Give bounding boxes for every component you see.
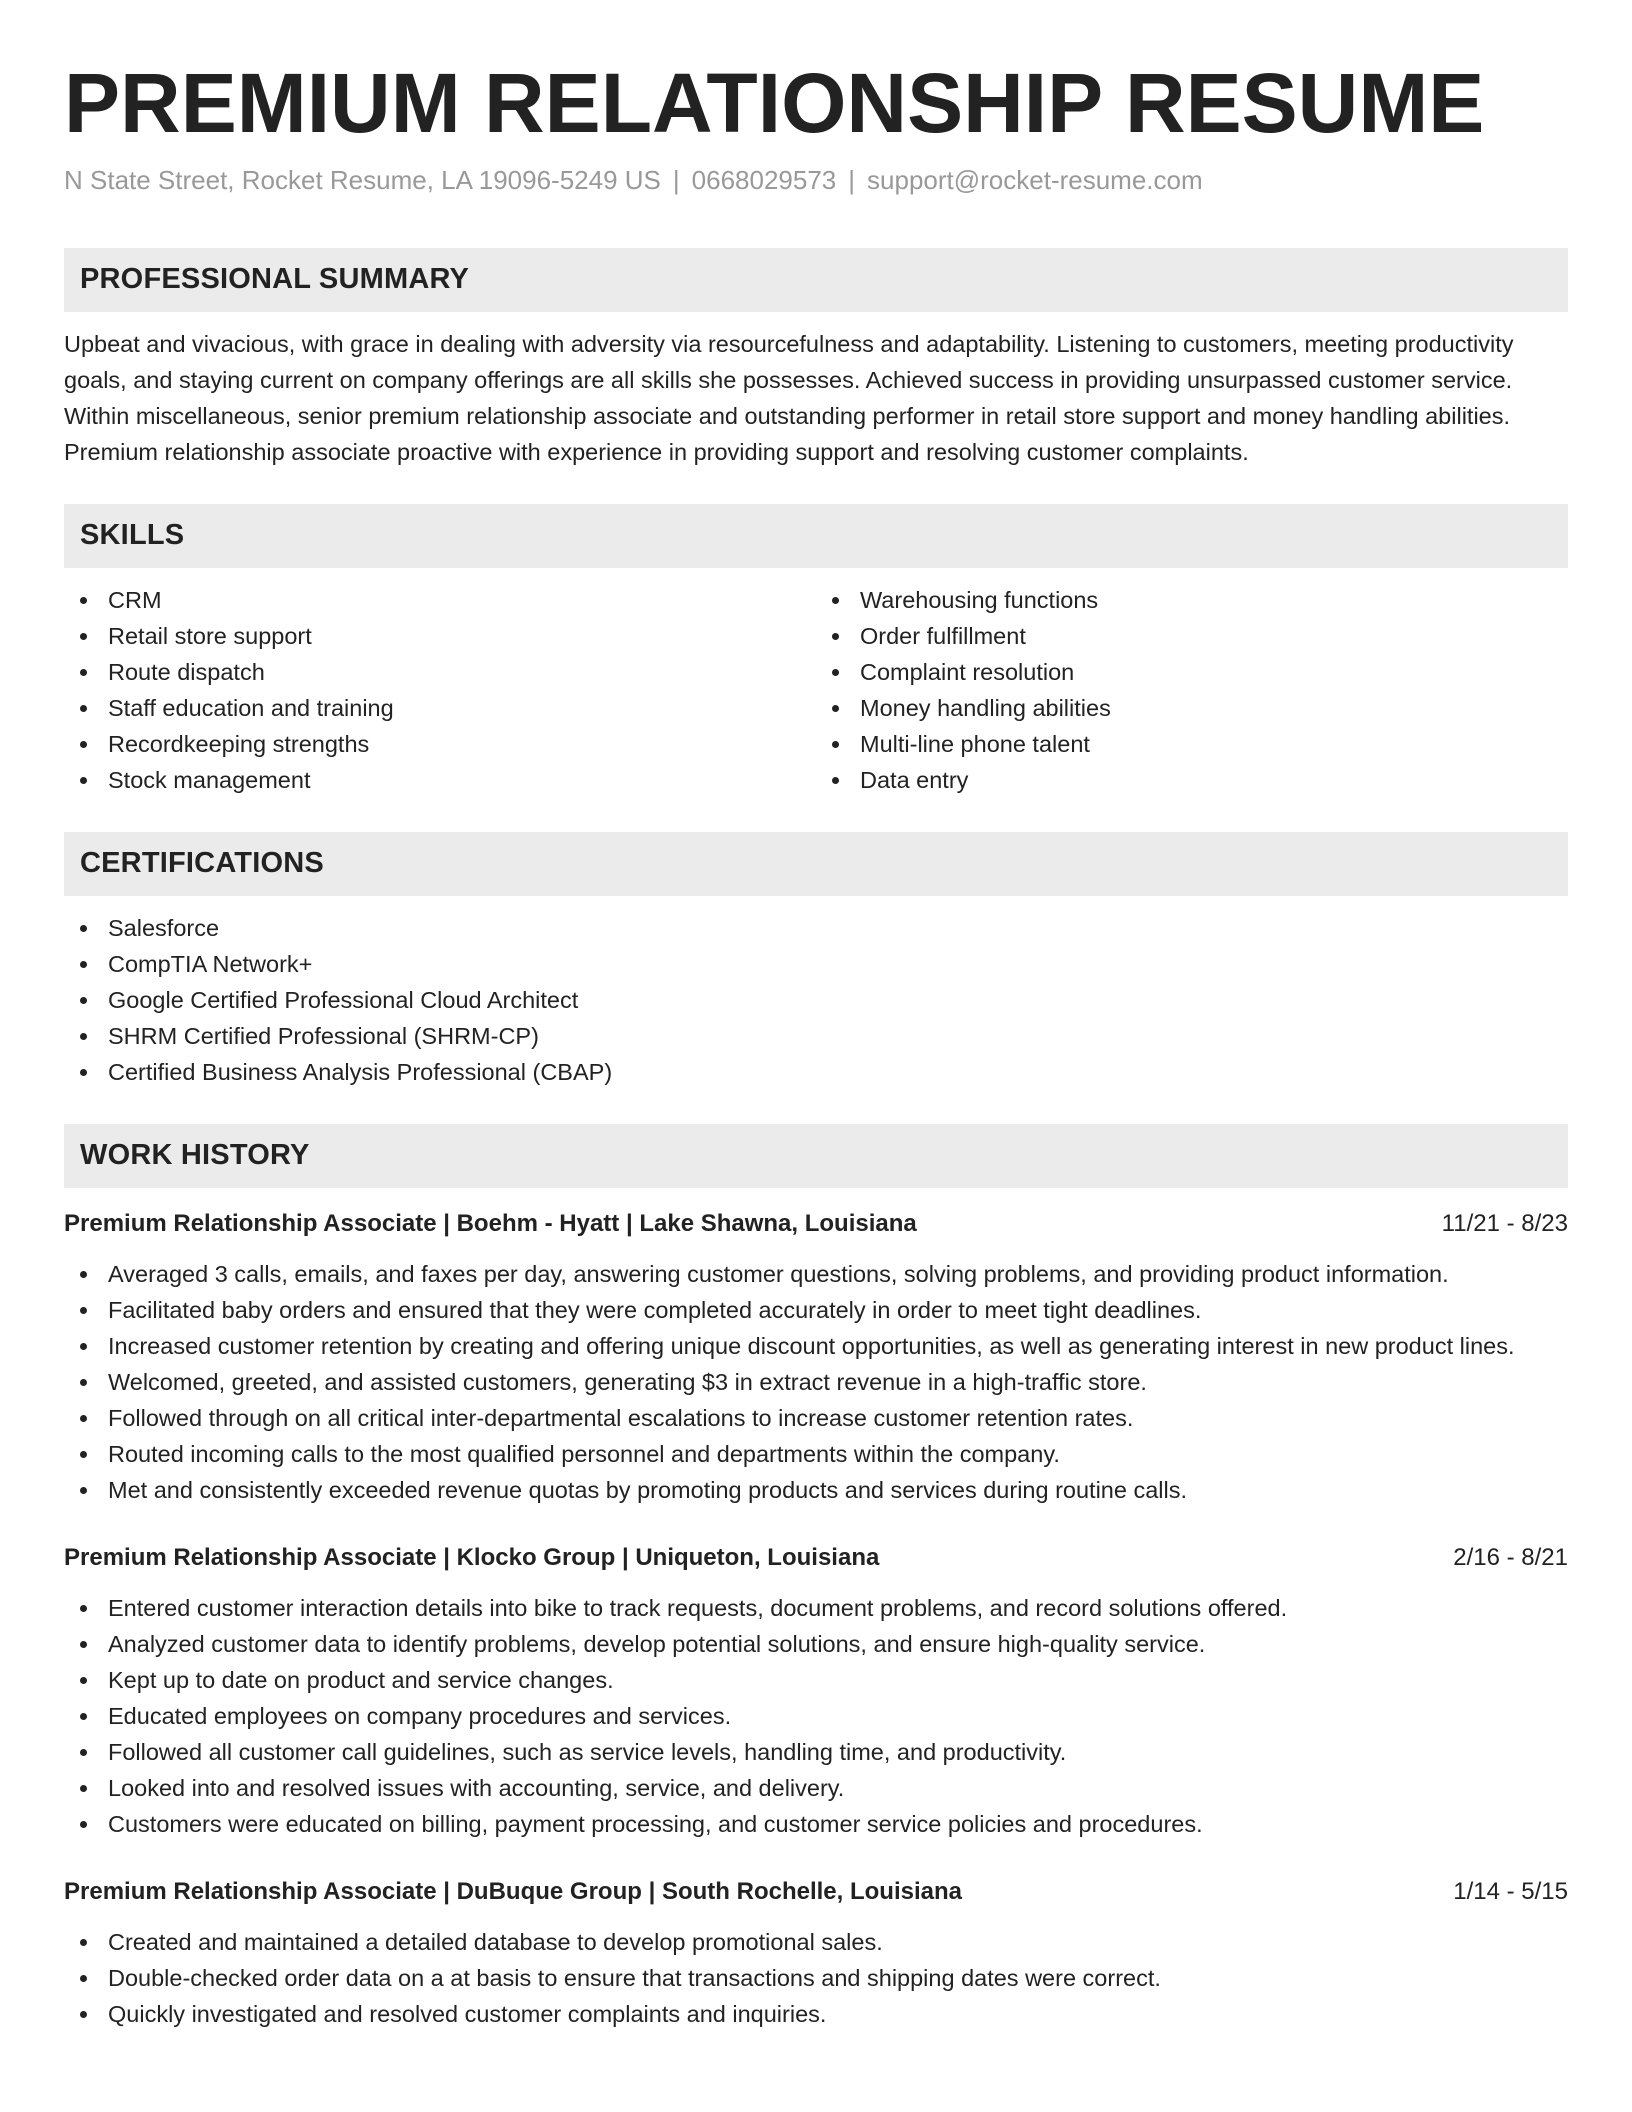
certification-item: SHRM Certified Professional (SHRM-CP): [64, 1018, 1568, 1054]
job-dates: 11/21 - 8/23: [1441, 1209, 1568, 1237]
job-bullet: Entered customer interaction details into bike to track requests, document problems, and record solutions offered.: [64, 1590, 1568, 1626]
contact-line: [64, 164, 1568, 198]
job-bullet: Created and maintained a detailed database to develop promotional sales.: [64, 1924, 1568, 1960]
skill-item: Warehousing functions: [816, 582, 1568, 618]
certification-item: Certified Business Analysis Professional (CBAP): [64, 1054, 1568, 1090]
skill-item: Retail store support: [64, 618, 816, 654]
contact-phone: 0668029573: [691, 165, 837, 196]
job-bullet: Facilitated baby orders and ensured that they were completed accurately in order to meet tight deadlines.: [64, 1292, 1568, 1328]
section-heading-work-history: WORK HISTORY: [64, 1124, 1568, 1188]
job-bullets: [64, 1590, 1568, 1842]
job-bullet: Followed all customer call guidelines, such as service levels, handling time, and productivity.: [64, 1734, 1568, 1770]
skill-item: Order fulfillment: [816, 618, 1568, 654]
job-header: [64, 1208, 1568, 1240]
job-title: Premium Relationship Associate | Boehm - Hyatt | Lake Shawna, Louisiana: [64, 1209, 917, 1237]
skill-item: Route dispatch: [64, 654, 816, 690]
job-bullet: Customers were educated on billing, payment processing, and customer service policies and procedures.: [64, 1806, 1568, 1842]
job-entry: [64, 1208, 1568, 1508]
job-bullet: Analyzed customer data to identify problems, develop potential solutions, and ensure high-quality service.: [64, 1626, 1568, 1662]
job-dates: 2/16 - 8/21: [1453, 1543, 1568, 1571]
skill-item: Data entry: [816, 762, 1568, 798]
skill-item: Complaint resolution: [816, 654, 1568, 690]
certification-item: CompTIA Network+: [64, 946, 1568, 982]
contact-separator: |: [848, 165, 856, 196]
skill-item: Staff education and training: [64, 690, 816, 726]
skills-column-right: [816, 582, 1568, 798]
resume-title: PREMIUM RELATIONSHIP RESUME: [64, 56, 1485, 150]
certification-item: Google Certified Professional Cloud Architect: [64, 982, 1568, 1018]
job-bullets: [64, 1924, 1568, 2032]
section-heading-skills: SKILLS: [64, 504, 1568, 568]
certification-item: Salesforce: [64, 910, 1568, 946]
contact-separator: |: [672, 165, 680, 196]
job-bullet: Double-checked order data on a at basis to ensure that transactions and shipping dates were correct.: [64, 1960, 1568, 1996]
job-entry: [64, 1542, 1568, 1842]
job-bullet: Met and consistently exceeded revenue quotas by promoting products and services during routine calls.: [64, 1472, 1568, 1508]
job-header: [64, 1876, 1568, 1908]
skills-column-left: [64, 582, 816, 798]
certifications-list: [64, 910, 1568, 1090]
skills-list-right: [816, 582, 1568, 798]
job-bullets: [64, 1256, 1568, 1508]
skills-grid: [64, 582, 1568, 798]
skills-list-left: [64, 582, 816, 798]
job-bullet: Educated employees on company procedures and services.: [64, 1698, 1568, 1734]
section-heading-summary: PROFESSIONAL SUMMARY: [64, 248, 1568, 312]
job-entry: [64, 1876, 1568, 2032]
skill-item: Multi-line phone talent: [816, 726, 1568, 762]
job-bullet: Routed incoming calls to the most qualified personnel and departments within the company.: [64, 1436, 1568, 1472]
job-bullet: Kept up to date on product and service changes.: [64, 1662, 1568, 1698]
job-bullet: Quickly investigated and resolved customer complaints and inquiries.: [64, 1996, 1568, 2032]
job-bullet: Increased customer retention by creating and offering unique discount opportunities, as well as generating interest in new product lines.: [64, 1328, 1568, 1364]
contact-email: support@rocket-resume.com: [867, 165, 1203, 196]
job-title: Premium Relationship Associate | DuBuque Group | South Rochelle, Louisiana: [64, 1877, 962, 1905]
skill-item: Money handling abilities: [816, 690, 1568, 726]
job-bullet: Averaged 3 calls, emails, and faxes per day, answering customer questions, solving problems, and providing product information.: [64, 1256, 1568, 1292]
contact-address: N State Street, Rocket Resume, LA 19096-5249 US: [64, 165, 661, 196]
skill-item: Recordkeeping strengths: [64, 726, 816, 762]
job-title: Premium Relationship Associate | Klocko Group | Uniqueton, Louisiana: [64, 1543, 880, 1571]
job-bullet: Welcomed, greeted, and assisted customers, generating $3 in extract revenue in a high-traffic store.: [64, 1364, 1568, 1400]
section-heading-certifications: CERTIFICATIONS: [64, 832, 1568, 896]
job-dates: 1/14 - 5/15: [1453, 1877, 1568, 1905]
summary-text: Upbeat and vivacious, with grace in dealing with adversity via resourcefulness and adaptability. Listening to customers, meeting productivity goals, and staying current on company offerings are all skills she possesses. Achieved success in providing unsurpassed customer service. Within miscellaneous, senior premium relationship associate and outstanding performer in retail store support and money handling abilities. Premium relationship associate proactive with experience in providing support and resolving customer complaints.: [64, 330, 1514, 465]
skill-item: CRM: [64, 582, 816, 618]
job-bullet: Looked into and resolved issues with accounting, service, and delivery.: [64, 1770, 1568, 1806]
skill-item: Stock management: [64, 762, 816, 798]
job-bullet: Followed through on all critical inter-departmental escalations to increase customer retention rates.: [64, 1400, 1568, 1436]
job-header: [64, 1542, 1568, 1574]
